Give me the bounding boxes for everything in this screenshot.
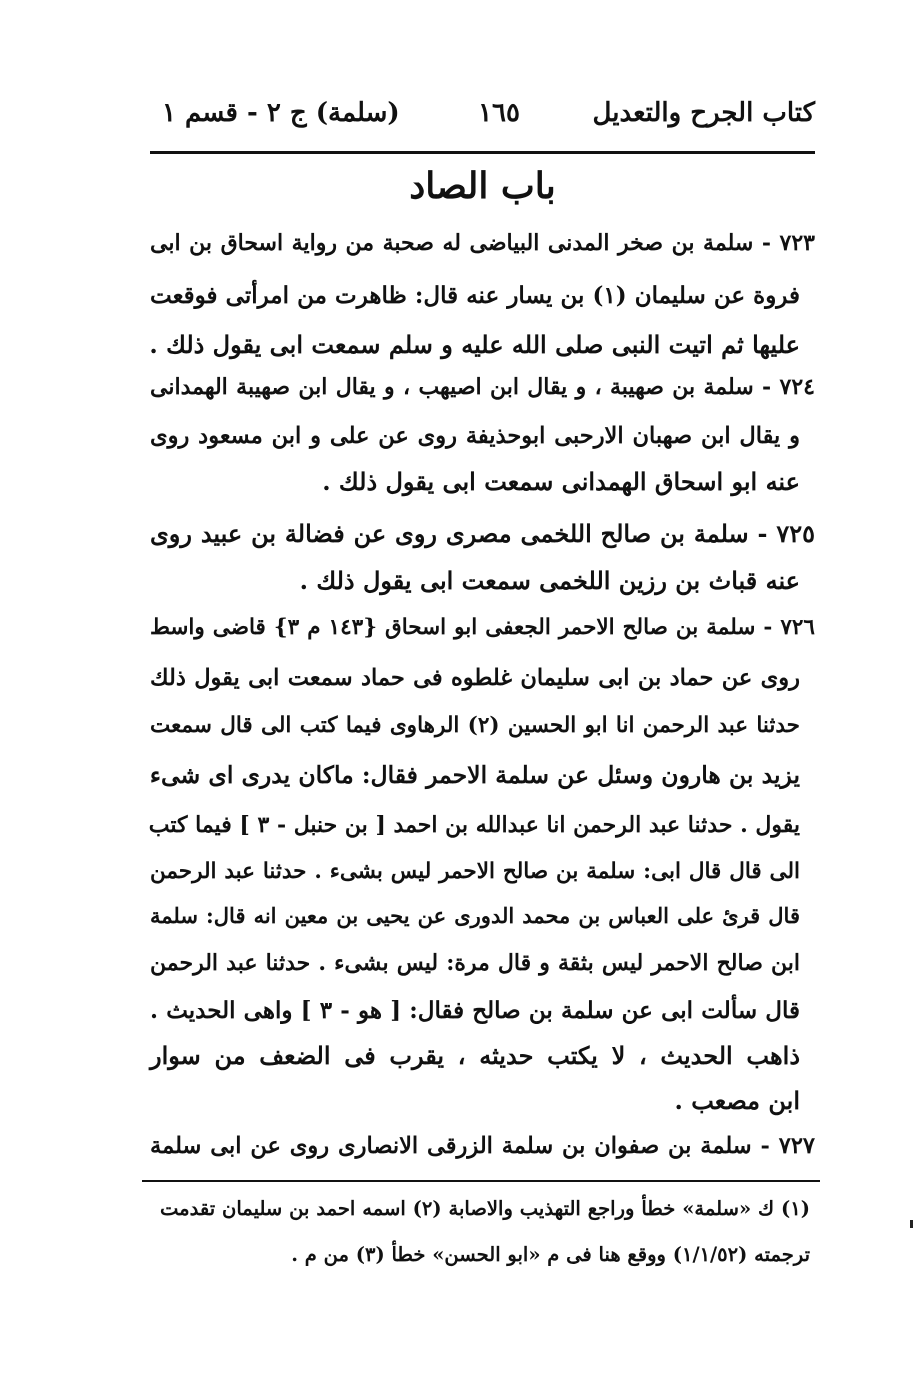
body-line: ٧٢٧ - سلمة بن صفوان بن سلمة الزرقى الانصارى روى عن ابى سلمة xyxy=(150,1133,815,1159)
body-line: ٧٢٣ - سلمة بن صخر المدنى البياضى له صحبة من رواية اسحاق بن ابى xyxy=(150,230,815,256)
header-rule xyxy=(150,151,815,154)
body-line: ٧٢٦ - سلمة بن صالح الاحمر الجعفى ابو اسحاق {١٤٣ م ٣} قاضى واسط xyxy=(150,615,815,640)
body-line: عليها ثم اتيت النبى صلى الله عليه و سلم سمعت ابى يقول ذلك . xyxy=(149,330,800,359)
body-line: فروة عن سليمان (١) بن يسار عنه قال: ظاهرت من امرأتى فوقعت xyxy=(150,282,800,309)
body-line: يقول . حدثنا عبد الرحمن انا عبدالله بن احمد [ بن حنبل - ٣ ] فيما كتب xyxy=(148,812,800,838)
body-line: روى عن حماد بن ابى سليمان غلطوه فى حماد سمعت ابى يقول ذلك xyxy=(150,665,800,691)
body-line: ذاهب الحديث ، لا يكتب حديثه ، يقرب فى الضعف من سوار xyxy=(150,1041,800,1070)
running-header xyxy=(150,98,815,142)
section-reference: (سلمة) ج ٢ - قسم ١ xyxy=(162,98,400,128)
book-title: كتاب الجرح والتعديل xyxy=(592,98,815,128)
body-line: و يقال ابن صهبان الارحبى ابوحذيفة روى عن على و ابن مسعود روى xyxy=(150,423,800,449)
footnote-rule xyxy=(142,1180,820,1182)
body-line: قال قرئ على العباس بن محمد الدورى عن يحيى بن معين انه قال: سلمة xyxy=(150,903,800,928)
body-line: ٧٢٤ - سلمة بن صهيبة ، و يقال ابن اصيهب ، و يقال ابن صهيبة الهمدانى xyxy=(150,374,815,400)
body-line: يزيد بن هارون وسئل عن سلمة الاحمر فقال: ماكان يدرى اى شىء xyxy=(149,761,800,789)
page-number: ١٦٥ xyxy=(478,98,520,128)
footnote-line: (١) ك «سلمة» خطأ وراجع التهذيب والاصابة (٢) اسمه احمد بن سليمان تقدمت xyxy=(160,1197,810,1220)
body-line: الى قال قال ابى: سلمة بن صالح الاحمر ليس بشىء . حدثنا عبد الرحمن xyxy=(150,859,800,884)
body-line: حدثنا عبد الرحمن انا ابو الحسين (٢) الرهاوى فيما كتب الى قال سمعت xyxy=(150,713,800,738)
scan-speck xyxy=(910,1220,913,1228)
body-line: ابن مصعب . xyxy=(674,1086,800,1115)
body-line: عنه قباث بن رزين اللخمى سمعت ابى يقول ذلك . xyxy=(299,566,800,595)
footnote-line: ترجمته (١/١/٥٢) ووقع هنا فى م «ابو الحسن» خطأ (٣) من م . xyxy=(291,1243,810,1266)
body-line: ٧٢٥ - سلمة بن صالح اللخمى مصرى روى عن فضالة بن عبيد روى xyxy=(150,519,815,548)
chapter-title: باب الصاد xyxy=(409,165,556,207)
body-line: ابن صالح الاحمر ليس بثقة و قال مرة: ليس بشىء . حدثنا عبد الرحمن xyxy=(150,950,800,976)
body-line: عنه ابو اسحاق الهمدانى سمعت ابى يقول ذلك . xyxy=(322,467,800,496)
body-line: قال سألت ابى عن سلمة بن صالح فقال: [ هو - ٣ ] واهى الحديث . xyxy=(150,997,800,1024)
